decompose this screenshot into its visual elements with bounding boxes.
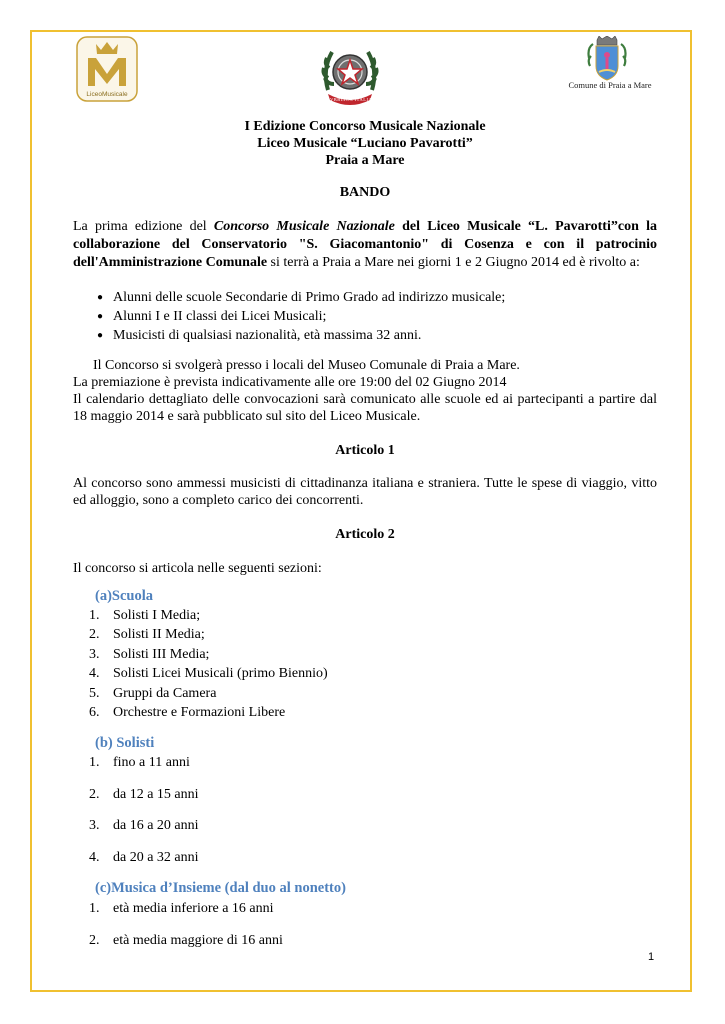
svg-text:LiceoMusicale: LiceoMusicale xyxy=(86,91,128,98)
page-number: 1 xyxy=(648,951,655,963)
bullet-icon: ● xyxy=(97,292,104,303)
list-item: 3. da 16 a 20 anni xyxy=(89,818,199,833)
list-item: 4. da 20 a 32 anni xyxy=(89,849,199,865)
list-item: 6. Orchestre e Formazioni Libere xyxy=(89,704,286,720)
intro-paragraph xyxy=(73,218,657,272)
section-a-heading: (a)Scuola xyxy=(95,588,153,604)
list-item: 1. fino a 11 anni xyxy=(89,755,190,770)
info-line-3: Il calendario dettagliato delle convocazioni sarà comunicato alle scuole ed ai partecipanti a partire dal 18 maggio 2014 e sarà pubblicato sul sito del Liceo Musicale. xyxy=(73,392,657,424)
section-a-list xyxy=(73,607,657,723)
eligibility-list xyxy=(73,288,657,345)
liceo-musicale-logo xyxy=(76,36,138,102)
list-item: 2. da 12 a 15 anni xyxy=(89,786,199,802)
list-item: ● Musicisti di qualsiasi nazionalità, età massima 32 anni. xyxy=(97,328,422,343)
intro-text-3: del Liceo Musicale “L. Pavarotti”con la collaborazione del Conservatorio "S. Giacomantonio" di Cosenza e con il patrocinio dell'Amministrazione Comunale xyxy=(73,219,657,270)
bullet-icon: ● xyxy=(97,330,104,341)
list-item: 4. Solisti Licei Musicali (primo Biennio) xyxy=(89,666,328,682)
list-item: 2. età media maggiore di 16 anni xyxy=(89,932,283,948)
title-line-2: Liceo Musicale “Luciano Pavarotti” xyxy=(257,136,473,151)
comune-caption: Comune di Praia a Mare xyxy=(568,80,652,90)
list-item: ● Alunni delle scuole Secondarie di Primo Grado ad indirizzo musicale; xyxy=(97,290,506,305)
section-b-heading: (b) Solisti xyxy=(95,735,155,751)
article-1-heading: Articolo 1 xyxy=(335,443,395,458)
list-item: 1. età media inferiore a 16 anni xyxy=(89,901,274,916)
bullet-icon: ● xyxy=(97,311,104,322)
title-block xyxy=(73,118,657,169)
article-2-intro: Il concorso si articola nelle seguenti sezioni: xyxy=(73,561,322,576)
section-b-list xyxy=(73,754,657,880)
list-item: 3. Solisti III Media; xyxy=(89,646,210,662)
intro-text-1: La prima edizione del xyxy=(73,219,214,234)
section-c-heading: (c)Musica d’Insieme (dal duo al nonetto) xyxy=(95,880,346,896)
intro-text-2: Concorso Musicale Nazionale xyxy=(213,219,395,234)
svg-text:REPVBBLICA ITALIANA: REPVBBLICA ITALIANA xyxy=(320,97,380,102)
title-line-1: I Edizione Concorso Musicale Nazionale xyxy=(244,119,486,134)
bando-heading: BANDO xyxy=(339,185,391,200)
intro-text-4: si terrà a Praia a Mare nei giorni 1 e 2 Giugno 2014 ed è rivolto a: xyxy=(267,255,640,270)
list-item: 2. Solisti II Media; xyxy=(89,627,205,643)
list-item: ● Alunni I e II classi dei Licei Musicali; xyxy=(97,309,327,324)
info-line-2: La premiazione è prevista indicativamente alle ore 19:00 del 02 Giugno 2014 xyxy=(73,375,507,390)
italian-republic-emblem-icon xyxy=(318,40,382,106)
info-line-1: Il Concorso si svolgerà presso i locali del Museo Comunale di Praia a Mare. xyxy=(93,358,520,373)
title-line-3: Praia a Mare xyxy=(325,153,405,168)
article-2-heading: Articolo 2 xyxy=(335,527,395,542)
list-item: 1. Solisti I Media; xyxy=(89,608,201,623)
list-item: 5. Gruppi da Camera xyxy=(89,685,217,701)
article-1-text: Al concorso sono ammessi musicisti di cittadinanza italiana e straniera. Tutte le spese di viaggio, vitto ed alloggio, sono a completo carico dei concorrenti. xyxy=(73,476,657,508)
section-c-list xyxy=(73,900,657,951)
